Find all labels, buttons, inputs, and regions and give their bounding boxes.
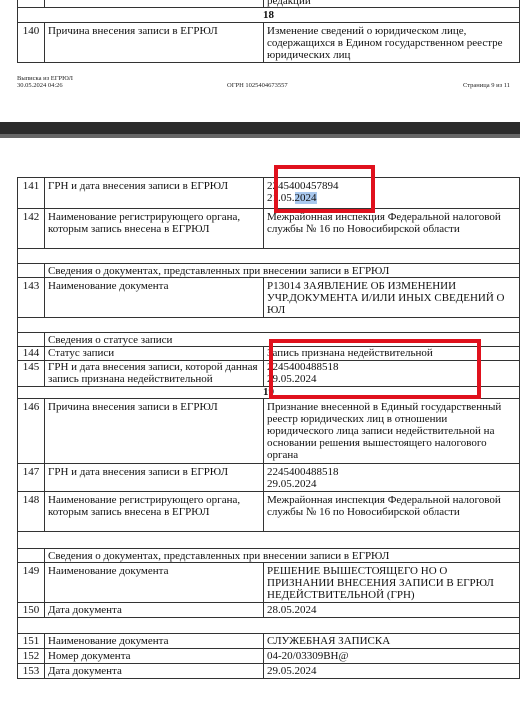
previous-page-table [17, 0, 520, 63]
footer-page-number: Страница 9 из 11 [463, 82, 511, 89]
footer-datetime: 30.05.2024 04:26 [17, 82, 63, 89]
table-row: 151 Наименование документа СЛУЖЕБНАЯ ЗАПИСКА [18, 634, 520, 649]
row-number: 140 [18, 23, 45, 63]
section-number: 18 [18, 8, 520, 23]
table-row: 149 Наименование документа РЕШЕНИЕ ВЫШЕСТОЯЩЕГО НО О ПРИЗНАНИИ ВНЕСЕНИЯ ЗАПИСИ В ЕГРЮЛ НЕДЕЙСТВИТЕЛЬНОЙ (ГРН) [18, 563, 520, 603]
footer-ogrn: ОГРН 1025404673557 [227, 82, 288, 89]
table-row: 146 Причина внесения записи в ЕГРЮЛ Признание внесенной в Единый государственный реестр юридических лиц в отношении юридического лица записи недействительной на основании решения вышестоящего налогового органа [18, 399, 520, 464]
table-row: 147 ГРН и дата внесения записи в ЕГРЮЛ 2245400488518 29.05.2024 [18, 464, 520, 492]
status-value: Запись признана недействительной [264, 347, 520, 361]
table-row [18, 549, 520, 563]
table-row: 150 Дата документа 28.05.2024 [18, 603, 520, 618]
table-row: 148 Наименование регистрирующего органа, которым запись внесена в ЕГРЮЛ Межрайонная инспекция Федеральной налоговой службы № 16 по Новосибирской области [18, 492, 520, 532]
page-break-shadow [0, 134, 520, 138]
status-header: Сведения о статусе записи [45, 333, 520, 347]
grn-date-cell: 2245400457894 21.05.2024 [264, 178, 520, 209]
table-row: 153 Дата документа 29.05.2024 [18, 664, 520, 679]
selected-text: 2024 [294, 192, 317, 204]
table-row: 145 ГРН и дата внесения записи, которой данная запись признана недействительной 2245400488518 29.05.2024 [18, 361, 520, 387]
docs-header: Сведения о документах, представленных при внесении записи в ЕГРЮЛ [45, 549, 520, 563]
footer-title: Выписка из ЕГРЮЛ [17, 75, 73, 82]
docs-header: Сведения о документах, представленных при внесении записи в ЕГРЮЛ [45, 264, 520, 278]
table-row: 141 ГРН и дата внесения записи в ЕГРЮЛ 2245400457894 21.05.2024 [18, 178, 520, 209]
egrul-record-table [17, 177, 520, 679]
annotation-box-grn [274, 165, 375, 213]
table-row [18, 264, 520, 278]
row-value: Изменение сведений о юридическом лице, содержащихся в Едином государственном реестре юридических лиц [264, 23, 520, 63]
table-row: 144 Статус записи Запись признана недействительной [18, 347, 520, 361]
cell-value: редакции [264, 0, 520, 8]
table-row: 142 Наименование регистрирующего органа, которым запись внесена в ЕГРЮЛ Межрайонная инспекция Федеральной налоговой службы № 16 по Новосибирской области [18, 209, 520, 249]
table-row: 152 Номер документа 04-20/03309ВН@ [18, 649, 520, 664]
annotation-box-status [269, 339, 481, 399]
footer-left [17, 75, 73, 89]
row-label: Причина внесения записи в ЕГРЮЛ [45, 23, 264, 63]
section-number: 19 [18, 387, 520, 399]
table-row: 143 Наименование документа Р13014 ЗАЯВЛЕНИЕ ОБ ИЗМЕНЕНИИ УЧР.ДОКУМЕНТА И/ИЛИ ИНЫХ СВЕДЕНИЙ О ЮЛ [18, 278, 520, 318]
page-break-divider [0, 122, 520, 134]
